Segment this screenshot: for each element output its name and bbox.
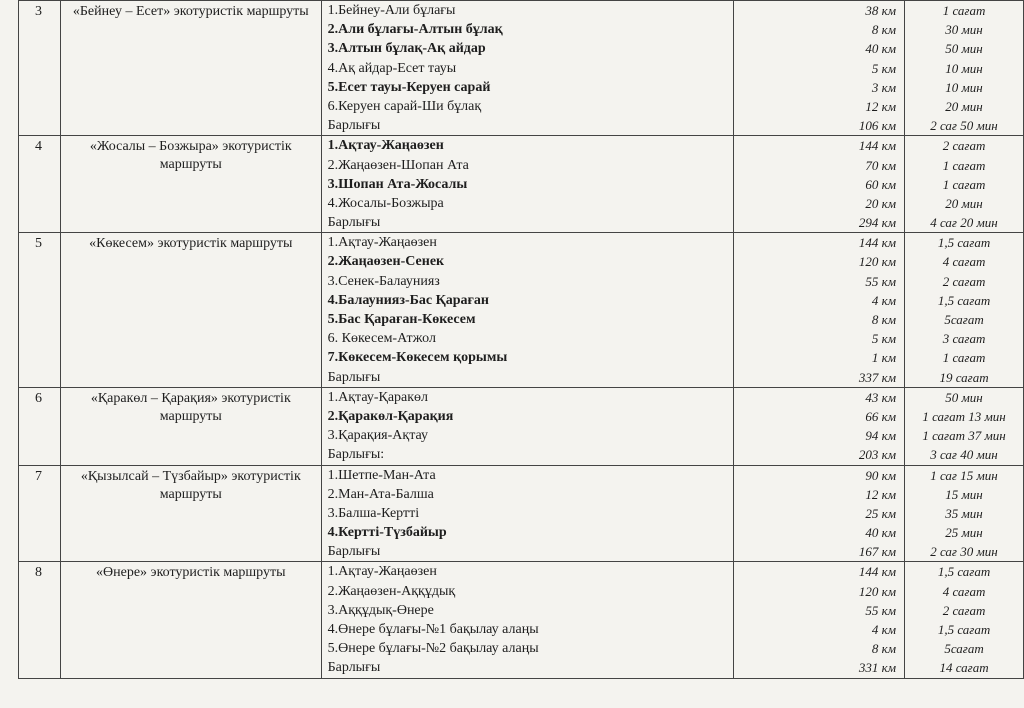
segment-distance: 38 км: [865, 3, 897, 18]
route-number-cell: [19, 136, 61, 233]
segment-name: 1.Шетпе-Ман-Ата: [327, 467, 436, 483]
segment-distance: 90 км: [865, 467, 897, 483]
segment-time: 1,5 сағат: [937, 235, 991, 251]
segment-time: 2 сағат: [942, 602, 986, 618]
segment-time: 1 сағат: [942, 157, 986, 173]
segment-distance: 12 км: [865, 486, 897, 502]
route-total-time: 14 сағат: [939, 660, 989, 676]
segment-distance: 12 км: [865, 98, 897, 114]
segment-name: 2.Жаңаөзен-Сенек: [327, 254, 445, 270]
segment-name: 4.Ақ айдар-Есет тауы: [327, 60, 457, 76]
route-row: [19, 387, 1024, 465]
route-number: 4: [35, 139, 42, 155]
segment-distance: 20 км: [865, 195, 897, 211]
segment-distance: 5 км: [871, 60, 897, 76]
routes-table-body: [19, 1, 1024, 679]
segment-distance: 8 км: [871, 22, 897, 38]
segment-name: 3.Балша-Кертті: [327, 505, 420, 521]
route-name: «Көкесем» экотуристік маршруты: [89, 236, 293, 252]
segment-name: 3.Шопан Ата-Жосалы: [327, 176, 468, 192]
route-number-cell: [19, 233, 61, 388]
segment-name: 7.Көкесем-Көкесем қорымы: [327, 350, 508, 366]
segment-distance: 66 км: [865, 408, 897, 424]
segments-cell: [321, 233, 734, 388]
distance-cell: [734, 465, 905, 562]
segment-time: 5сағат: [944, 312, 984, 327]
route-total-time: 3 сағ 40 мин: [930, 447, 998, 463]
distance-cell: [734, 562, 905, 678]
segment-distance: 40 км: [865, 41, 897, 57]
route-name-cell: [60, 1, 321, 136]
segments-cell: [321, 387, 734, 465]
segment-distance: 8 км: [871, 312, 897, 327]
segment-name: 5.Бас Қараған-Көкесем: [327, 312, 476, 327]
segment-name: 2.Қаракөл-Қарақия: [327, 408, 454, 424]
route-total-label: Барлығы: [327, 369, 381, 385]
segment-time: 3 сағат: [942, 331, 986, 347]
segment-distance: 94 км: [865, 428, 897, 444]
distance-cell: [734, 1, 905, 136]
segment-time: 1 сағат: [942, 176, 986, 192]
routes-table: [18, 0, 1024, 679]
segment-time: 10 мин: [945, 60, 983, 76]
distance-cell: [734, 233, 905, 388]
segment-name: 3.Аққұдық-Өнере: [327, 602, 434, 618]
segment-time: 35 мин: [945, 505, 983, 521]
route-name-cell: [60, 465, 321, 562]
segments-cell: [321, 562, 734, 678]
segment-distance: 43 км: [865, 389, 897, 405]
time-cell: [905, 387, 1024, 465]
route-row: [19, 1, 1024, 136]
segment-distance: 40 км: [865, 525, 897, 541]
segment-distance: 120 км: [858, 254, 897, 270]
segment-name: 3.Қарақия-Ақтау: [327, 428, 428, 444]
segment-distance: 55 км: [865, 273, 897, 289]
route-name: «Жосалы – Бозжыра» экотуристік маршруты: [89, 139, 292, 173]
route-number-cell: [19, 562, 61, 678]
segment-distance: 25 км: [865, 505, 897, 521]
route-number-cell: [19, 1, 61, 136]
segment-time: 25 мин: [945, 525, 983, 541]
route-total-label: Барлығы: [327, 660, 381, 676]
segment-time: 4 сағат: [942, 254, 986, 270]
segment-name: 6.Керуен сарай-Ши бұлақ: [327, 98, 482, 114]
segment-time: 1 сағ 15 мин: [930, 467, 998, 483]
segment-name: 5.Есет тауы-Керуен сарай: [327, 79, 491, 95]
segment-time: 1 сағат 13 мин: [922, 408, 1006, 424]
segment-distance: 3 км: [871, 79, 897, 95]
route-total-distance: 203 км: [858, 447, 897, 463]
route-name: «Қызылсай – Түзбайыр» экотуристік маршруты: [80, 468, 301, 502]
segment-name: 4.Жосалы-Бозжыра: [327, 195, 444, 211]
segment-time: 20 мин: [945, 195, 983, 211]
segment-time: 50 мин: [945, 389, 983, 405]
segment-name: 2.Жаңаөзен-Шопан Ата: [327, 157, 469, 173]
route-number: 5: [35, 236, 42, 252]
route-total-distance: 337 км: [858, 369, 897, 385]
segment-time: 10 мин: [945, 79, 983, 95]
segment-distance: 55 км: [865, 602, 897, 618]
segment-name: 4.Балаунияз-Бас Қараған: [327, 292, 489, 308]
segment-time: 2 сағат: [942, 273, 986, 289]
route-number: 7: [35, 468, 42, 484]
time-cell: [905, 233, 1024, 388]
route-row: [19, 233, 1024, 388]
segment-name: 1.Ақтау-Қаракөл: [327, 389, 429, 405]
route-name: «Бейнеу – Есет» экотуристік маршруты: [72, 4, 309, 19]
segments-cell: [321, 465, 734, 562]
route-total-time: 19 сағат: [939, 369, 989, 385]
route-name-cell: [60, 387, 321, 465]
segment-name: 1.Ақтау-Жаңаөзен: [327, 235, 437, 251]
segment-time: 2 сағат: [942, 138, 986, 154]
route-name: «Қаракөл – Қарақия» экотуристік маршруты: [90, 390, 291, 424]
route-total-distance: 331 км: [858, 660, 897, 676]
segment-time: 1,5 сағат: [937, 564, 991, 580]
segment-time: 1 сағат: [942, 350, 986, 366]
route-total-distance: 167 км: [858, 544, 897, 560]
route-total-time: 2 сағ 30 мин: [930, 544, 998, 560]
segment-time: 4 сағат: [942, 583, 986, 599]
segments-cell: [321, 1, 734, 136]
segment-name: 6. Көкесем-Атжол: [327, 331, 436, 347]
route-total-label: Барлығы: [327, 215, 381, 231]
route-total-label: Барлығы: [327, 544, 381, 560]
segment-time: 1 сағат 37 мин: [922, 428, 1006, 444]
route-row: [19, 136, 1024, 233]
distance-cell: [734, 387, 905, 465]
time-cell: [905, 562, 1024, 678]
segment-time: 1,5 сағат: [937, 622, 991, 637]
segment-time: 30 мин: [945, 22, 983, 38]
segment-distance: 1 км: [871, 350, 897, 366]
route-number: 6: [35, 390, 42, 406]
time-cell: [905, 1, 1024, 136]
segment-distance: 4 км: [871, 622, 897, 637]
route-number-cell: [19, 387, 61, 465]
time-cell: [905, 136, 1024, 233]
time-cell: [905, 465, 1024, 562]
segment-distance: 144 км: [858, 138, 897, 154]
route-total-time: 2 сағ 50 мин: [930, 118, 998, 134]
segment-distance: 8 км: [871, 641, 897, 657]
route-row: [19, 465, 1024, 562]
route-total-time: 4 сағ 20 мин: [930, 215, 998, 231]
route-name-cell: [60, 233, 321, 388]
segment-name: 4.Кертті-Түзбайыр: [327, 525, 447, 541]
route-total-distance: 294 км: [858, 215, 897, 231]
segment-time: 5сағат: [944, 641, 984, 657]
segments-cell: [321, 136, 734, 233]
segment-name: 2.Али бұлағы-Алтын бұлақ: [327, 22, 503, 38]
route-number: 3: [35, 4, 42, 19]
segment-name: 3.Сенек-Балаунияз: [327, 273, 440, 289]
segment-name: 3.Алтын бұлақ-Ақ айдар: [327, 41, 486, 57]
segment-name: 1.Ақтау-Жаңаөзен: [327, 138, 444, 154]
segment-distance: 4 км: [871, 292, 897, 308]
segment-time: 1,5 сағат: [937, 292, 991, 308]
route-total-label: Барлығы:: [327, 447, 385, 463]
segment-name: 2.Жаңаөзен-Аққұдық: [327, 583, 456, 599]
route-number-cell: [19, 465, 61, 562]
route-name-cell: [60, 562, 321, 678]
route-row: [19, 562, 1024, 678]
route-total-label: Барлығы: [327, 118, 381, 134]
route-name-cell: [60, 136, 321, 233]
route-number: 8: [35, 565, 42, 581]
segment-name: 1.Бейнеу-Али бұлағы: [327, 3, 456, 18]
route-name: «Өнере» экотуристік маршруты: [96, 565, 286, 581]
segment-time: 1 сағат: [942, 3, 986, 18]
segment-name: 1.Ақтау-Жаңаөзен: [327, 564, 437, 580]
segment-name: 2.Ман-Ата-Балша: [327, 486, 434, 502]
segment-name: 4.Өнере бұлағы-№1 бақылау алаңы: [327, 622, 539, 637]
segment-distance: 144 км: [858, 564, 897, 580]
segment-name: 5.Өнере бұлағы-№2 бақылау алаңы: [327, 641, 539, 657]
segment-distance: 70 км: [865, 157, 897, 173]
segment-time: 15 мин: [945, 486, 983, 502]
route-total-distance: 106 км: [858, 118, 897, 134]
segment-time: 20 мин: [945, 98, 983, 114]
segment-time: 50 мин: [945, 41, 983, 57]
segment-distance: 60 км: [865, 176, 897, 192]
distance-cell: [734, 136, 905, 233]
segment-distance: 5 км: [871, 331, 897, 347]
segment-distance: 144 км: [858, 235, 897, 251]
segment-distance: 120 км: [858, 583, 897, 599]
